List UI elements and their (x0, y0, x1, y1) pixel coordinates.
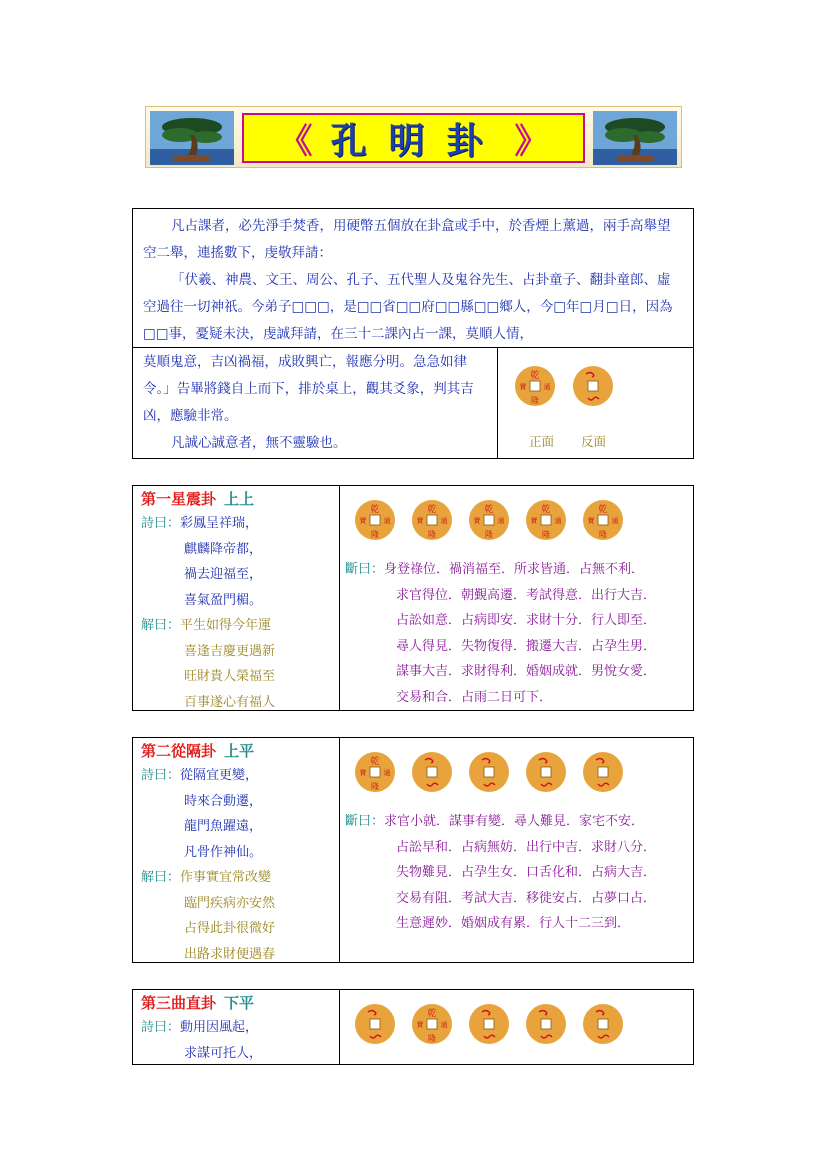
coin-back-icon (572, 365, 614, 411)
coin-back-icon (525, 1003, 567, 1049)
coin-row (354, 499, 654, 541)
coin-back-icon (582, 1003, 624, 1049)
title-banner (145, 106, 682, 168)
svg-text:乾: 乾 (484, 505, 494, 515)
poem-label: 詩曰： (141, 516, 181, 531)
hexagram-2-detail (339, 737, 694, 963)
svg-text:寶: 寶 (530, 517, 538, 525)
intro-paragraph-2: 「伏羲、神農、文王、周公、孔子、五代聖人及鬼谷先生、占卦童子、翻卦童郎、虛空過往一切神祇。今弟子□□□，是□□省□□府□□縣□□鄉人，今□年□月□日，因為□□事，憂疑未決，虔誠拜請，在三十二課內占一課，莫順人情， (143, 272, 673, 342)
coin-front-icon (514, 365, 556, 411)
hexagram-1-detail (339, 485, 694, 711)
judgement-label: 斷曰： (345, 562, 385, 577)
poem-line: 求謀可托人， (184, 1045, 263, 1061)
judgement-line: 身登祿位．禍消福至．所求皆通．占無不利． (384, 562, 645, 577)
judgement-line: 占訟早和．占病無妨．出行中吉．求財八分． (396, 839, 657, 855)
svg-text:隆: 隆 (542, 530, 550, 539)
svg-text:通: 通 (383, 517, 391, 525)
poem-line: 凡骨作神仙。 (184, 844, 263, 860)
poem-line: 從隔宜更變， (180, 768, 259, 783)
svg-text:通: 通 (554, 517, 562, 525)
hexagram-title: 第二從隔卦 上平 (141, 742, 255, 760)
hexagram-rank: 下平 (224, 994, 255, 1012)
banner-title-box (242, 113, 585, 163)
explanation-label: 解曰： (141, 870, 181, 885)
coin-back-icon (468, 751, 510, 797)
bonsai-tree-icon (593, 111, 677, 165)
judgement-line: 交易和合．占雨二日可下． (396, 689, 553, 705)
bonsai-tree-icon (150, 111, 234, 165)
coin-row (354, 751, 654, 793)
judgement-line: 尋人得見．失物復得．搬遷大吉．占孕生男． (396, 638, 657, 654)
coin-legend (497, 347, 694, 459)
svg-text:寶: 寶 (416, 1021, 424, 1029)
coin-back-icon (468, 1003, 510, 1049)
poem-line: 麒麟降帝都， (184, 541, 263, 557)
coin-back-icon (525, 751, 567, 797)
judgement-line: 生意遲妙．婚姻成有累．行人十二三到． (396, 916, 631, 931)
svg-text:隆: 隆 (531, 396, 539, 405)
explanation-label: 解曰： (141, 618, 181, 633)
svg-text:寶: 寶 (359, 517, 367, 525)
svg-text:通: 通 (497, 517, 505, 525)
svg-text:隆: 隆 (371, 782, 379, 791)
explanation-line: 占得此卦很微好 (184, 921, 276, 936)
hexagram-3-text (132, 989, 340, 1065)
coin-back-icon (582, 751, 624, 797)
intro-box-bottom-left (132, 347, 498, 459)
judgement-line: 求官小就．謀事有變．尋人難見．家宅不安． (384, 814, 645, 829)
poem-line: 彩鳳呈祥瑞， (180, 516, 259, 531)
intro-box-top (132, 208, 694, 348)
coin-front-icon (582, 499, 624, 545)
hexagram-rank: 上平 (224, 742, 255, 760)
svg-text:乾: 乾 (370, 505, 380, 515)
judgement (345, 557, 656, 710)
svg-text:乾: 乾 (370, 757, 380, 767)
intro-paragraph-4: 凡誠心誠意者，無不靈驗也。 (171, 435, 347, 451)
back-label: 反面 (581, 434, 607, 449)
explanation-line: 旺財貴人榮福至 (184, 669, 276, 684)
svg-text:乾: 乾 (541, 505, 551, 515)
svg-text:寶: 寶 (416, 517, 424, 525)
coin-back-icon (354, 1003, 396, 1049)
svg-text:隆: 隆 (428, 530, 436, 539)
coin-front-icon (411, 1003, 453, 1049)
hexagram-1-text (132, 485, 340, 711)
svg-text:隆: 隆 (485, 530, 493, 539)
judgement-label: 斷曰： (345, 814, 385, 829)
svg-text:乾: 乾 (598, 505, 608, 515)
svg-text:通: 通 (440, 1021, 448, 1029)
svg-text:通: 通 (611, 517, 619, 525)
hexagram-3-detail (339, 989, 694, 1065)
explanation-line: 平生如得今年運 (180, 618, 272, 633)
coin-front-icon (468, 499, 510, 545)
svg-text:通: 通 (440, 517, 448, 525)
svg-text:通: 通 (543, 383, 551, 391)
left-bracket: 《 (278, 121, 313, 162)
svg-text:乾: 乾 (530, 371, 540, 381)
poem-line: 動用因風起， (180, 1020, 259, 1035)
banner-title: 孔明卦 (330, 120, 505, 162)
judgement-line: 占訟如意．占病即安．求財十分．行人即至． (396, 613, 657, 628)
svg-text:通: 通 (383, 769, 391, 777)
front-label: 正面 (529, 434, 555, 449)
hexagram-rank: 上上 (224, 490, 255, 508)
coin-front-icon (354, 499, 396, 545)
coin-front-icon (354, 751, 396, 797)
judgement (345, 809, 656, 937)
explanation-line: 出路求財便遇春 (184, 946, 276, 962)
svg-text:隆: 隆 (599, 530, 607, 539)
right-bracket: 》 (514, 121, 549, 162)
poem-label: 詩曰： (141, 768, 181, 783)
svg-text:寶: 寶 (519, 383, 527, 391)
intro-paragraph-3: 莫順鬼意，吉凶禍福，成敗興亡，報應分明。急急如律令。」告畢將錢自上而下，排於桌上，觀其爻象，判其吉凶，應驗非常。 (143, 354, 474, 424)
svg-text:隆: 隆 (428, 1034, 436, 1043)
judgement-line: 交易有阻．考試大吉．移徙安占．占夢口占． (396, 890, 657, 906)
poem-line: 喜氣盈門楣。 (184, 592, 263, 608)
hexagram-title: 第三曲直卦 下平 (141, 994, 255, 1012)
svg-text:乾: 乾 (427, 505, 437, 515)
hexagram-2-text (132, 737, 340, 963)
explanation-line: 作事實宜常改變 (180, 870, 272, 885)
svg-text:寶: 寶 (473, 517, 481, 525)
svg-text:寶: 寶 (587, 517, 595, 525)
hexagram-title: 第一星震卦 上上 (141, 490, 255, 508)
judgement-line: 失物難見．占孕生女．口舌化和．占病大吉． (396, 865, 657, 880)
poem-line: 時來合動遷， (184, 793, 263, 809)
intro-paragraph-1: 凡占課者，必先淨手焚香，用硬幣五個放在卦盒或手中，於香煙上薰過，兩手高舉望空二舉，連搖數下，虔敬拜請： (143, 218, 671, 261)
judgement-line: 謀事大吉．求財得利．婚姻成就．男悅女愛． (396, 664, 657, 679)
explanation-line: 喜逢吉慶更遇新 (184, 643, 276, 659)
coin-front-icon (411, 499, 453, 545)
poem-line: 禍去迎福至， (184, 567, 263, 582)
svg-text:乾: 乾 (427, 1009, 437, 1019)
explanation-line: 百事遂心有福人 (184, 694, 276, 710)
coin-front-icon (525, 499, 567, 545)
svg-text:寶: 寶 (359, 769, 367, 777)
judgement-line: 求官得位．朝覲高遷．考試得意．出行大吉． (396, 587, 657, 603)
coin-back-icon (411, 751, 453, 797)
poem-label: 詩曰： (141, 1020, 181, 1035)
coin-row (354, 1003, 654, 1045)
svg-text:隆: 隆 (371, 530, 379, 539)
poem-line: 龍門魚躍遠， (184, 819, 263, 834)
explanation-line: 臨門疾病亦安然 (184, 895, 276, 911)
